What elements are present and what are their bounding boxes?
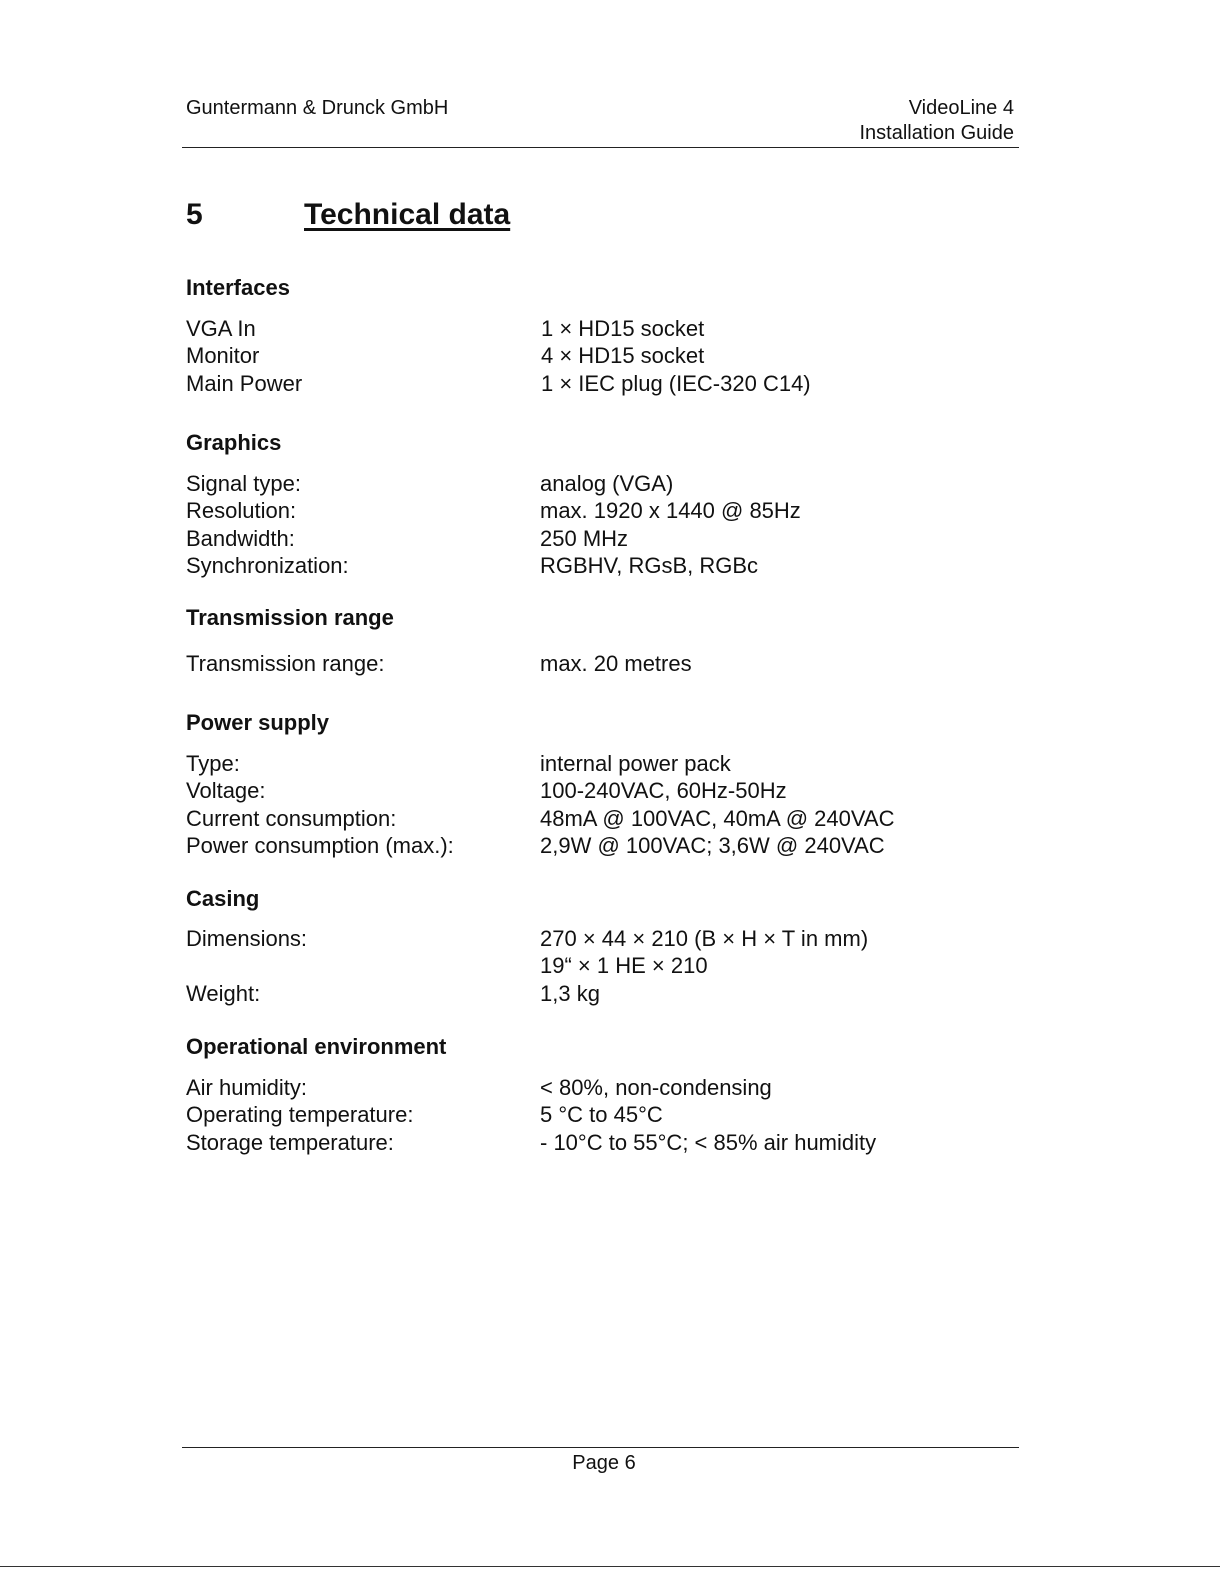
spec-value: < 80%, non-condensing bbox=[540, 1075, 772, 1100]
chapter-title: Technical data bbox=[304, 198, 511, 231]
spec-label: Current consumption: bbox=[186, 805, 397, 831]
section-heading: Operational environment bbox=[186, 1034, 447, 1059]
spec-row bbox=[186, 525, 986, 552]
spec-row bbox=[186, 980, 986, 1007]
spec-value: 4 × HD15 socket bbox=[541, 343, 705, 369]
spec-label: Resolution: bbox=[186, 498, 297, 524]
spec-row bbox=[186, 497, 986, 524]
spec-value: 1,3 kg bbox=[540, 980, 600, 1006]
spec-row bbox=[186, 1101, 986, 1128]
section-heading: Transmission range bbox=[186, 605, 394, 630]
spec-row bbox=[186, 342, 986, 369]
spec-row bbox=[186, 805, 986, 832]
spec-value: 2,9W @ 100VAC; 3,6W @ 240VAC bbox=[540, 832, 885, 858]
spec-label: Monitor bbox=[186, 343, 260, 369]
section-transmission bbox=[186, 604, 986, 677]
spec-label: Dimensions: bbox=[186, 926, 308, 951]
header-company: Guntermann & Drunck GmbH bbox=[186, 97, 449, 119]
spec-value: max. 20 metres bbox=[540, 651, 692, 676]
spec-row bbox=[186, 952, 986, 979]
spec-row bbox=[186, 470, 986, 497]
spec-label: Air humidity: bbox=[186, 1075, 308, 1100]
header-doc-type: Installation Guide bbox=[859, 122, 1014, 144]
section-graphics bbox=[186, 429, 986, 579]
spec-row bbox=[186, 552, 986, 579]
spec-row bbox=[186, 370, 986, 397]
header-product: VideoLine 4 bbox=[908, 97, 1014, 119]
page-edge-line bbox=[0, 1566, 1220, 1567]
spec-value: 100-240VAC, 60Hz-50Hz bbox=[540, 778, 787, 804]
section-heading: Graphics bbox=[186, 430, 282, 455]
spec-label: Main Power bbox=[186, 370, 303, 396]
spec-value: 19“ × 1 HE × 210 bbox=[540, 953, 708, 979]
section-power-supply bbox=[186, 709, 986, 859]
section-heading: Power supply bbox=[186, 710, 330, 735]
spec-value: RGBHV, RGsB, RGBc bbox=[540, 552, 759, 578]
spec-row bbox=[186, 1074, 986, 1101]
spec-value: internal power pack bbox=[540, 751, 731, 776]
spec-value: 5 °C to 45°C bbox=[540, 1102, 663, 1128]
spec-label: Power consumption (max.): bbox=[186, 832, 454, 858]
section-interfaces bbox=[186, 274, 986, 397]
header-product-block bbox=[859, 96, 1014, 146]
section-heading: Casing bbox=[186, 886, 260, 911]
page-number: Page 6 bbox=[572, 1452, 636, 1474]
spec-label: Transmission range: bbox=[186, 651, 385, 676]
header-divider bbox=[182, 147, 1019, 148]
spec-label: Storage temperature: bbox=[186, 1129, 394, 1155]
spec-value: max. 1920 x 1440 @ 85Hz bbox=[540, 498, 801, 524]
spec-row bbox=[186, 750, 986, 777]
spec-label: Voltage: bbox=[186, 778, 266, 804]
spec-label: VGA In bbox=[186, 316, 256, 341]
spec-value: 1 × HD15 socket bbox=[541, 316, 705, 341]
spec-row bbox=[186, 315, 986, 342]
spec-row bbox=[186, 1129, 986, 1156]
spec-value: 250 MHz bbox=[540, 525, 629, 551]
spec-label: Type: bbox=[186, 751, 240, 776]
section-operational-environment bbox=[186, 1033, 986, 1156]
section-heading: Interfaces bbox=[186, 275, 290, 300]
spec-row bbox=[186, 777, 986, 804]
spec-value: 270 × 44 × 210 (B × H × T in mm) bbox=[540, 926, 869, 951]
spec-label: Weight: bbox=[186, 980, 261, 1006]
footer-divider bbox=[182, 1447, 1019, 1448]
section-casing bbox=[186, 885, 986, 1007]
spec-row bbox=[186, 832, 986, 859]
spec-value: analog (VGA) bbox=[540, 471, 674, 496]
chapter-number: 5 bbox=[186, 198, 203, 231]
spec-label: Signal type: bbox=[186, 471, 301, 496]
spec-row bbox=[186, 650, 986, 677]
spec-row bbox=[186, 925, 986, 952]
spec-value: - 10°C to 55°C; < 85% air humidity bbox=[540, 1129, 877, 1155]
spec-value: 1 × IEC plug (IEC-320 C14) bbox=[541, 370, 811, 396]
spec-value: 48mA @ 100VAC, 40mA @ 240VAC bbox=[540, 805, 895, 831]
spec-label: Bandwidth: bbox=[186, 525, 295, 551]
spec-label: Operating temperature: bbox=[186, 1102, 414, 1128]
spec-label: Synchronization: bbox=[186, 552, 349, 578]
